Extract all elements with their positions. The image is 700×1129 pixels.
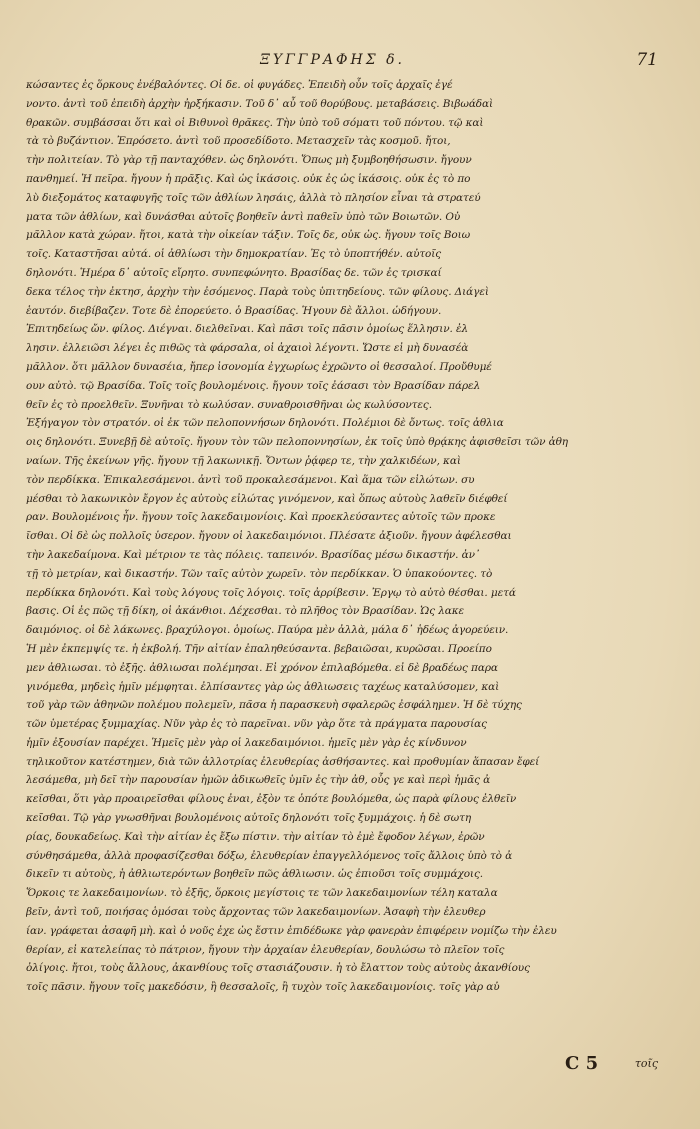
commentary-text [26, 76, 674, 997]
running-title: ΞΥΓΓΡΑΦΗΣ δ. [260, 52, 405, 68]
text-line: μεν ἀθλιωσαι. τὸ ἐξῆς. ἀθλιωσαι πολέμησαι. Εἰ χρόνον ἐπιλαβόμεθα. εἰ δὲ βραδέως παρα [26, 661, 498, 674]
text-line: Ἐπιτηδείως ὤν. φίλος. Διέγναι. διελθεῖναι. Καὶ πᾶσι τοῖς πᾶσιν ὁμοίως ἕλλησιν. ἐλ [26, 323, 469, 336]
text-line: θερίαν, εἰ κατελείπας τὸ πάτριον, ἤγουν τὴν ἀρχαίαν ἐλευθερίαν, δουλώσω τὸ πλεῖον τοῖς [26, 943, 505, 956]
page-footer [0, 1053, 700, 1077]
text-line: λεσάμεθα, μὴ δεῖ τὴν παρουσίαν ἡμῶν ἀδικωθεῖς ὑμῖν ἐς τὴν ἀθ, οὖς γε καὶ περὶ ἡμᾶς ἀ [26, 774, 491, 787]
text-line: ἑαυτόν. διεβίβαζεν. Τοτε δὲ ἐπορεύετο. ὁ Βρασίδας. Ἡγουν δὲ ἄλλοι. ὡδήγουν. [26, 304, 442, 317]
text-line: ῖσθαι. Οἱ δὲ ὡς πολλοῖς ὑσερον. ἤγουν οἱ λακεδαιμόνιοι. Πλέσατε ἀξιοῦν. ἤγουν ἀφέλεσθαι [26, 530, 512, 543]
text-line: βασις. Οἱ ἐς πῶς τῇ δίκη, οἱ ἀκάνθιοι. Δέχεσθαι. τὸ πλῆθος τὸν Βρασίδαν. Ὡς λακε [26, 605, 465, 618]
text-line: ίαν. γράφεται ἀσαφῆ μὴ. καὶ ὁ νοῦς ἐχε ὡς ἔστιν ἐπιδέδωκε γὰρ φανερὰν ἐπιφέρειν νομίζω τὴν ἐλευ [26, 924, 557, 937]
text-line: τὴν πολιτείαν. Τὸ γὰρ τῇ πανταχόθεν. ὡς δηλονότι. Ὅπως μὴ ξυμβοηθήσωσιν. ἤγουν [26, 154, 472, 167]
text-line: τοῦ γὰρ τῶν ἀθηνῶν πολέμου πολεμεῖν, πᾶσα ἡ παρασκευὴ σφαλερῶς ἐσφάλημεν. Ἡ δὲ τύχης [26, 699, 522, 712]
text-line: δεκα τέλος τὴν ἐκτησ, ἀρχὴν τὴν ἐσόμενος. Παρὰ τοὺς ὑπιτηδείους. τῶν φίλους. Διάγεὶ [26, 285, 489, 298]
signature-mark: C 5 [565, 1053, 599, 1074]
text-line: θρακῶν. συμβάσσαι ὅτι καὶ οἱ Βιθυνοὶ θρᾶκες. Τὴν ὑπὸ τοῦ σόματι τοῦ πόντου. τῷ καὶ [26, 116, 484, 129]
text-line: μᾶλλον κατὰ χώραν. ἤτοι, κατὰ τὴν οἰκείαν τάξιν. Τοῖς δε, οὐκ ὡς. ἤγουν τοῖς Βοιω [26, 229, 471, 242]
text-line: τὰ τὸ βυζάντιον. Ἐπρόσετο. ἀντὶ τοῦ προσεδίδοτο. Μετασχεῖν τὰς κοσμοῦ. ἤτοι, [26, 135, 451, 148]
text-line: ματα τῶν ἀθλίων, καὶ δυνάσθαι αὐτοῖς βοηθεῖν ἀντὶ παθεῖν ὑπὸ τῶν Βοιωτῶν. Οὐ [26, 210, 461, 223]
text-line: μᾶλλον. ὅτι μᾶλλον δυνασέια, ἤπερ ἰσονομία ἐγχωρίως ἐχρῶντο οἱ θεσσαλοί. Προὔθυμέ [26, 360, 492, 373]
text-line: τὴν λακεδαίμονα. Καὶ μέτριον τε τὰς πόλεις. ταπεινόν. Βρασίδας μέσω δικαστήν. ἀν᾽ [26, 548, 481, 561]
text-line: τηλικοῦτον κατέστημεν, διὰ τῶν ἀλλοτρίας ἐλευθερίας ἀσθήσαντες. καὶ προθυμίαν ἅπασαν ἔφεί [26, 755, 540, 768]
text-line: λὺ διεξομάτος καταφυγῆς τοῖς τῶν ἀθλίων λησάις, ἀλλὰ τὸ πλησίον εἶναι τὰ στρατεύ [26, 191, 481, 204]
text-line: Ἐξήγαγον τὸν στρατόν. οἱ ἐκ τῶν πελοποννήσων δηλονότι. Πολέμιοι δὲ ὄντως. τοῖς ἀθλια [26, 417, 504, 430]
text-line: λησιν. ἐλλειῶσι λέγει ἐς πιθῶς τὰ φάρσαλα, οἱ ἀχαιοὶ λέγοντι. Ὥστε εἰ μὴ δυνασέὰ [26, 342, 469, 355]
text-line: κεῖσθαι, ὅτι γὰρ προαιρεῖσθαι φίλους ἐναι, ἐξὸν τε ὁπότε βουλόμεθα, ὡς παρὰ φίλους ἐλθεῖν [26, 793, 517, 806]
text-line: περδίκκα δηλονότι. Καὶ τοὺς λόγους τοῖς λόγοις. τοῖς ἀρρίβεσιν. Ἐργῳ τὸ αὐτὸ θέσθαι. μετά [26, 586, 516, 599]
text-line: κώσαντες ἐς ὅρκους ἐνέβαλόντες. Οἱ δε. οἱ φυγάδες. Ἐπειδὴ οὖν τοῖς ἀρχαῖς ἐγέ [26, 79, 453, 91]
text-line: τὸν περδίκκα. Ἐπικαλεσάμενοι. ἀντὶ τοῦ προκαλεσάμενοι. Καὶ ἅμα τῶν εἱλώτων. συ [26, 473, 475, 486]
page-number: 71 [636, 50, 658, 70]
text-line: Ἡ μὲν ἐκπεμψίς τε. ἡ ἐκβολή. Τῆν αἰτίαν ἐπαληθεύσαντα. βεβαιῶσαι, κυρῶσαι. Προείπο [26, 642, 492, 655]
text-line: ναίων. Τῆς ἐκείνων γῆς. ἤγουν τῇ λακωνικῇ. Ὄντων ῥᾴφερ τε, τὴν χαλκιδέων, καὶ [26, 454, 461, 467]
text-line: θεῖν ἐς τὸ προελθεῖν. Ξυνῆναι τὸ κωλύσαν. συναθροισθῆναι ὡς κωλύσοντες. [26, 398, 432, 411]
text-line: Ὅρκοις τε λακεδαιμονίων. τὸ ἐξῆς, ὅρκοις μεγίστοις τε τῶν λακεδαιμονίων τέλη καταλα [26, 887, 498, 900]
text-line: ουν αὐτὸ. τῷ Βρασίδα. Τοῖς τοῖς βουλομένοις. ἤγουν τοῖς ἐάσασι τὸν Βρασίδαν πάρελ [26, 379, 481, 392]
text-line: δηλονότι. Ἡμέρα δ᾽ αὐτοῖς εἴρητο. συνπεφώνητο. Βρασίδας δε. τῶν ἐς τρισκαί [26, 266, 442, 279]
text-line: δαιμόνιος. οἱ δὲ λάκωνες. βραχύλογοι. ὁμοίως. Παύρα μὲν ἀλλὰ, μάλα δ᾽ ἡδέως ἀγορεύειν. [26, 624, 509, 637]
text-line: τῇ τὸ μετρίαν, καὶ δικαστήν. Τῶν ταῖς αὐτὸν χωρεῖν. τὸν περδίκκαν. Ὁ ὑπακούοντες. τὸ [26, 567, 493, 580]
text-line: μέσθαι τὸ λακωνικὸν ἔργον ἐς αὐτοὺς εἰλώτας γινόμενον, καὶ ὅπως αὐτοὺς λαθεῖν διέφθεί [26, 492, 508, 505]
text-line: τοῖς. Καταστῆσαι αὐτά. οἱ ἀθλίωσι τὴν δημοκρατίαν. Ἐς τὸ ὑποπτήθέν. αὐτοῖς [26, 248, 442, 261]
running-head [0, 50, 700, 74]
catchword: τοῖς [634, 1057, 658, 1070]
text-line: ὀλίγοις. ἤτοι, τοὺς ἄλλους, ἀκανθίους τοῖς στασιάζουσιν. ἡ τὸ ἔλαττον τοὺς αὐτοὺς ἀκανθίους [26, 962, 530, 975]
text-line: οις δηλονότι. Ξυνεβῇ δὲ αὐτοῖς. ἤγουν τὸν τῶν πελοποννησίων, ἐκ τοῖς ὑπὸ θρᾴκης ἀφισθεῖσι τῶν ἀθη [26, 436, 569, 449]
text-line: ραν. Βουλομένοις ἦν. ἤγουν τοῖς λακεδαιμονίοις. Καὶ προεκλεύσαντες αὐτοῖς τῶν προκε [26, 511, 496, 524]
text-line: γινόμεθα, μηδεὶς ἡμῖν μέμφηται. ἐλπίσαντες γὰρ ὡς ἀθλιωσεις ταχέως καταλύσομεν, καὶ [26, 680, 500, 693]
text-line: βεῖν, ἀντὶ τοῦ, ποιήσας ὁμόσαι τοὺς ἄρχοντας τῶν λακεδαιμονίων. Ἀσαφὴ τὴν ἐλευθερ [26, 906, 486, 919]
text-line: κεῖσθαι. Τῷ γὰρ γνωσθῆναι βουλομένοις αὐτοῖς δηλονότι τοῖς ξυμμάχοις. ἡ δὲ σωτη [26, 812, 472, 825]
text-line: τοῖς πᾶσιν. ἤγουν τοῖς μακεδόσιν, ἢ θεσσαλοῖς, ἢ τυχὸν τοῖς λακεδαιμονίοις. τοῖς γὰρ αὐ [26, 981, 500, 994]
text-line: τῶν ὑμετέρας ξυμμαχίας. Νῦν γὰρ ἐς τὸ παρεῖναι. νῦν γὰρ ὅτε τὰ πράγματα παρουσίας [26, 718, 487, 731]
text-line: ρίας, δουκαδείως. Καὶ τὴν αἰτίαν ἐς ἔξω πίστιν. τὴν αἰτίαν τὸ ἐμὲ ἔφοδον λέγων, ἐρῶν [26, 830, 485, 843]
text-line: σύνθησάμεθα, ἀλλὰ προφασίζεσθαι δόξω, ἐλευθερίαν ἐπαγγελλόμενος τοῖς ἄλλοις ὑπὸ τὸ ἀ [26, 849, 513, 862]
text-line: νοντο. ἀντὶ τοῦ ἐπειδὴ ἀρχὴν ἠρξήκασιν. Τοῦ δ᾽ αὖ τοῦ θορύβους. μεταβάσεις. Βιβωάδαὶ [26, 97, 494, 110]
text-line: ἡμῖν ἐξουσίαν παρέχει. Ἡμεῖς μὲν γὰρ οἱ λακεδαιμόνιοι. ἡμεῖς μὲν γὰρ ἐς κίνδυνον [26, 736, 467, 749]
text-line: πανθημεί. Ἡ πεῖρα. ἤγουν ἡ πρᾶξις. Καὶ ὡς ἱκάσοις. οὐκ ἐς ὡς ἱκάσοις. οὐκ ἐς τὸ πο [26, 172, 471, 185]
text-line: δικεῖν τι αὐτοὺς, ἡ ἀθλιωτερόντων βοηθεῖν πῶς ἀθλιωσιν. ὡς ἐπιοῦσι τοῖς συμμάχοις. [26, 868, 483, 881]
